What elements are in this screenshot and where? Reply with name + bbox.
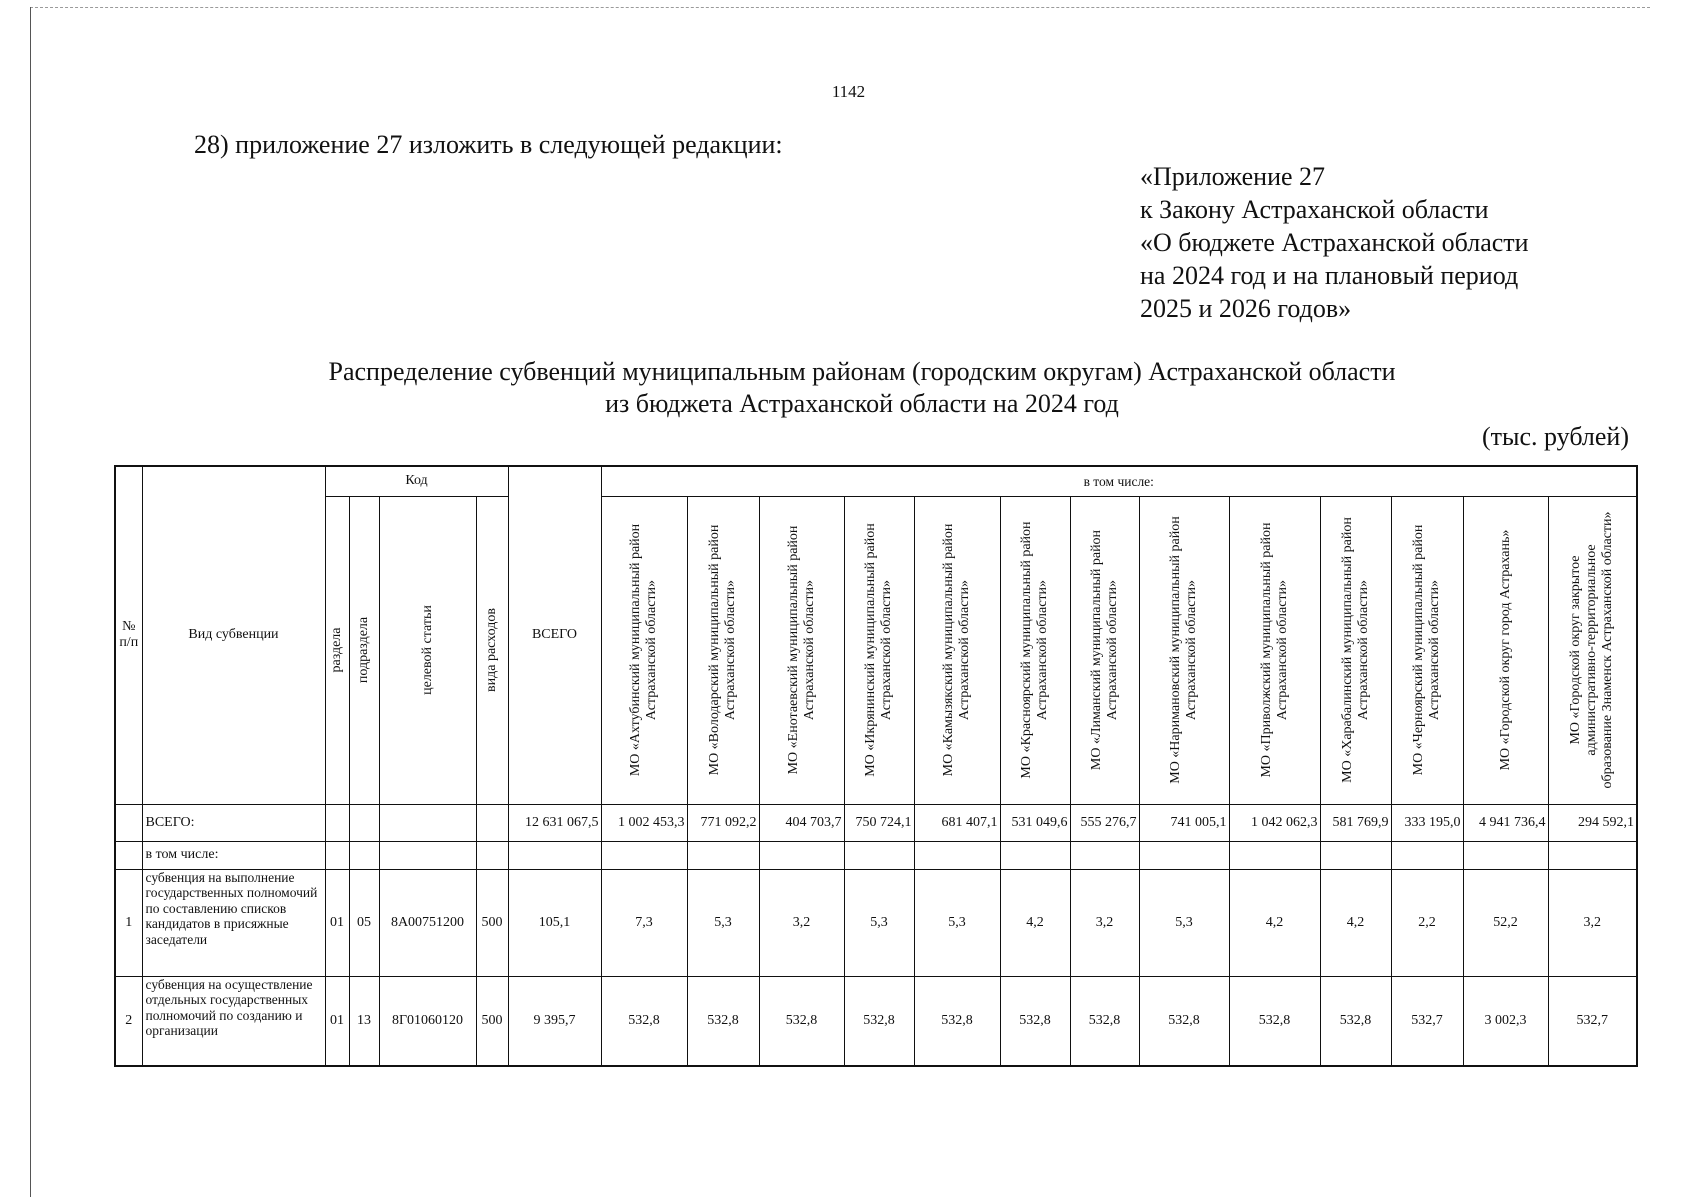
row-section: 01 <box>325 976 349 1066</box>
header-muni-6 <box>1000 496 1070 804</box>
row-value: 3,2 <box>759 869 844 976</box>
row-value: 532,8 <box>759 976 844 1066</box>
row-section: 01 <box>325 869 349 976</box>
muni-label: МО «Камызякский муниципальный район Астраханской области» <box>941 523 972 777</box>
empty-cell <box>476 841 508 869</box>
total-cell: 771 092,2 <box>687 804 759 841</box>
header-type: Вид субвенции <box>142 466 325 804</box>
header-code-subsection <box>349 496 379 804</box>
appendix-line: на 2024 год и на плановый период <box>1140 261 1519 290</box>
row-name: субвенция на осуществление отдельных государственных полномочий по созданию и организации <box>142 976 325 1066</box>
appendix-line: «Приложение 27 <box>1140 162 1326 191</box>
total-cell: 531 049,6 <box>1000 804 1070 841</box>
header-total: ВСЕГО <box>508 466 601 804</box>
empty-cell <box>349 841 379 869</box>
header-code: Код <box>325 466 508 496</box>
scan-left-edge <box>30 7 31 1197</box>
empty-cell <box>379 804 476 841</box>
header-code-expense-label: вида расходов <box>484 608 499 692</box>
row-value: 532,8 <box>1229 976 1320 1066</box>
title-line: Распределение субвенций муниципальным районам (городским округам) Астраханской области <box>328 357 1396 386</box>
empty-cell <box>379 841 476 869</box>
row-value: 52,2 <box>1463 869 1548 976</box>
empty-cell <box>476 804 508 841</box>
muni-label: МО «Городской округ город Астрахань» <box>1497 529 1513 771</box>
empty-cell <box>508 841 601 869</box>
header-including: в том числе: <box>601 466 1637 496</box>
intro-text: 28) приложение 27 изложить в следующей редакции: <box>194 130 783 159</box>
total-cell: 1 042 062,3 <box>1229 804 1320 841</box>
header-code-subsection-label: подраздела <box>356 616 371 684</box>
total-row <box>115 804 1637 841</box>
empty-cell <box>1229 841 1320 869</box>
header-muni-3 <box>759 496 844 804</box>
total-cell: 741 005,1 <box>1139 804 1229 841</box>
total-cell: 581 769,9 <box>1320 804 1391 841</box>
total-row-label: ВСЕГО: <box>142 804 325 841</box>
row-num: 2 <box>115 976 142 1066</box>
row-total: 9 395,7 <box>508 976 601 1066</box>
row-num: 1 <box>115 869 142 976</box>
empty-cell <box>687 841 759 869</box>
row-value: 4,2 <box>1000 869 1070 976</box>
total-row-num <box>115 804 142 841</box>
including-label: в том числе: <box>142 841 325 869</box>
total-cell: 4 941 736,4 <box>1463 804 1548 841</box>
total-cell: 1 002 453,3 <box>601 804 687 841</box>
units-label: (тыс. рублей) <box>1481 422 1629 451</box>
row-value: 532,8 <box>1139 976 1229 1066</box>
total-cell: 555 276,7 <box>1070 804 1139 841</box>
header-muni-10 <box>1320 496 1391 804</box>
total-cell: 750 724,1 <box>844 804 914 841</box>
row-value: 4,2 <box>1320 869 1391 976</box>
row-subsection: 05 <box>349 869 379 976</box>
row-value: 532,8 <box>1070 976 1139 1066</box>
empty-cell <box>1548 841 1637 869</box>
empty-cell <box>601 841 687 869</box>
total-cell: 681 407,1 <box>914 804 1000 841</box>
header-num: № п/п <box>115 466 142 804</box>
muni-label: МО «Приволжский муниципальный район Астраханской области» <box>1258 522 1290 778</box>
header-muni-9 <box>1229 496 1320 804</box>
row-total: 105,1 <box>508 869 601 976</box>
scan-top-edge <box>30 7 1650 8</box>
title-line: из бюджета Астраханской области на 2024 год <box>605 389 1119 418</box>
row-value: 5,3 <box>687 869 759 976</box>
row-value: 532,8 <box>844 976 914 1066</box>
header-code-section <box>325 496 349 804</box>
empty-cell <box>325 804 349 841</box>
row-value: 3,2 <box>1070 869 1139 976</box>
appendix-line: 2025 и 2026 годов» <box>1140 294 1352 323</box>
empty-cell <box>759 841 844 869</box>
document-title <box>0 356 1697 420</box>
header-muni-5 <box>914 496 1000 804</box>
empty-cell <box>914 841 1000 869</box>
empty-cell <box>325 841 349 869</box>
appendix-block <box>1140 160 1529 325</box>
empty-cell <box>1463 841 1548 869</box>
empty-cell <box>1320 841 1391 869</box>
row-value: 5,3 <box>844 869 914 976</box>
row-expense: 500 <box>476 869 508 976</box>
muni-label: МО «Наримановский муниципальный район Астраханской области» <box>1168 516 1199 784</box>
header-muni-4 <box>844 496 914 804</box>
header-muni-11 <box>1391 496 1463 804</box>
empty-cell <box>1391 841 1463 869</box>
muni-label: МО «Красноярский муниципальный район Астраханской области» <box>1019 521 1050 779</box>
total-cell: 333 195,0 <box>1391 804 1463 841</box>
total-row-total: 12 631 067,5 <box>508 804 601 841</box>
muni-label: МО «Городской округ закрытое административно-территориальное образование Знаменск Астраханской области» <box>1568 511 1616 789</box>
header-muni-1 <box>601 496 687 804</box>
subvention-table <box>114 465 1638 1067</box>
page-number: 1142 <box>831 82 866 101</box>
table-row <box>115 869 1637 976</box>
muni-label: МО «Харабалинский муниципальный район Астраханской области» <box>1339 517 1371 783</box>
header-muni-12 <box>1463 496 1548 804</box>
empty-cell <box>1000 841 1070 869</box>
header-code-section-label: раздела <box>329 627 344 673</box>
muni-label: МО «Икрянинский муниципальный район Астраханской области» <box>863 523 894 777</box>
row-value: 4,2 <box>1229 869 1320 976</box>
row-value: 532,8 <box>1320 976 1391 1066</box>
header-muni-7 <box>1070 496 1139 804</box>
muni-label: МО «Черноярский муниципальный район Астраханской области» <box>1411 524 1442 776</box>
row-name: субвенция на выполнение государственных полномочий по составлению списков кандидатов в присяжные заседатели <box>142 869 325 976</box>
row-target: 8Г01060120 <box>379 976 476 1066</box>
empty-cell <box>115 841 142 869</box>
header-muni-8 <box>1139 496 1229 804</box>
row-value: 532,8 <box>601 976 687 1066</box>
appendix-line: «О бюджете Астраханской области <box>1140 228 1529 257</box>
row-subsection: 13 <box>349 976 379 1066</box>
row-value: 532,7 <box>1548 976 1637 1066</box>
header-row-vertical <box>115 496 1637 804</box>
muni-label: МО «Лиманский муниципальный район Астраханской области» <box>1088 529 1120 771</box>
header-muni-2 <box>687 496 759 804</box>
row-value: 7,3 <box>601 869 687 976</box>
muni-label: МО «Енотаевский муниципальный район Астраханской области» <box>785 525 817 775</box>
total-cell: 294 592,1 <box>1548 804 1637 841</box>
header-muni-13 <box>1548 496 1637 804</box>
including-row <box>115 841 1637 869</box>
row-value: 5,3 <box>1139 869 1229 976</box>
row-value: 532,8 <box>687 976 759 1066</box>
row-value: 3 002,3 <box>1463 976 1548 1066</box>
muni-label: МО «Ахтубинский муниципальный район Астраханской области» <box>628 523 659 777</box>
muni-label: МО «Володарский муниципальный район Астраханской области» <box>707 524 738 776</box>
total-cell: 404 703,7 <box>759 804 844 841</box>
appendix-line: к Закону Астраханской области <box>1140 195 1489 224</box>
empty-cell <box>349 804 379 841</box>
empty-cell <box>844 841 914 869</box>
table-row <box>115 976 1637 1066</box>
header-code-target-label: целевой статьи <box>419 605 435 695</box>
empty-cell <box>1070 841 1139 869</box>
header-code-target <box>379 496 476 804</box>
row-value: 532,8 <box>1000 976 1070 1066</box>
row-value: 2,2 <box>1391 869 1463 976</box>
row-value: 532,7 <box>1391 976 1463 1066</box>
header-code-expense <box>476 496 508 804</box>
row-value: 5,3 <box>914 869 1000 976</box>
row-value: 532,8 <box>914 976 1000 1066</box>
row-value: 3,2 <box>1548 869 1637 976</box>
header-row-top <box>115 466 1637 496</box>
row-target: 8А00751200 <box>379 869 476 976</box>
row-expense: 500 <box>476 976 508 1066</box>
empty-cell <box>1139 841 1229 869</box>
